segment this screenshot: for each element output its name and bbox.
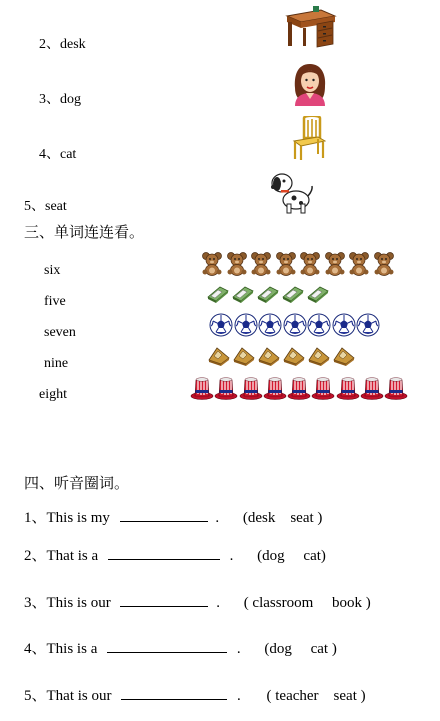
item-number: 3、 (39, 92, 60, 107)
eraser-icon (281, 283, 305, 303)
number-word-six: six (44, 263, 61, 278)
item-prefix: That is our (46, 688, 112, 704)
top-hat-icon (239, 376, 263, 400)
teddy-bear-icon (200, 251, 224, 276)
item-period: . (216, 595, 220, 611)
number-word-eight: eight (39, 387, 67, 402)
word-options: ( classroom book ) (243, 595, 371, 611)
item-word: dog (60, 92, 81, 107)
item-prefix: This is a (46, 641, 98, 657)
item-2 (39, 36, 86, 54)
item-word: desk (60, 37, 86, 52)
item-number: 2、 (39, 37, 60, 52)
item-number: 4、 (39, 147, 60, 162)
soccer-ball-icon (332, 313, 356, 337)
soccer-ball-icon (209, 313, 233, 337)
item-number: 5、 (24, 688, 47, 704)
top-hat-icon (360, 376, 384, 400)
teddy-bear-icon (274, 251, 298, 276)
pencil-sharpener-icon (282, 344, 306, 366)
item-number: 5、 (24, 199, 45, 214)
word-options: (dog cat) (257, 548, 326, 564)
answer-blank[interactable] (121, 685, 227, 700)
picture-row-bears (200, 251, 396, 276)
teddy-bear-icon (249, 251, 273, 276)
soccer-ball-icon (258, 313, 282, 337)
dog-icon (268, 170, 314, 214)
item-3 (39, 91, 81, 109)
item-number: 3、 (24, 595, 47, 611)
listen-item-1 (24, 507, 322, 528)
listen-item-5 (24, 685, 366, 706)
listen-item-3 (24, 592, 371, 613)
woman-icon (289, 62, 331, 106)
desk-icon (283, 4, 337, 48)
answer-blank[interactable] (120, 592, 208, 607)
top-hat-icon (287, 376, 311, 400)
item-number: 1、 (24, 510, 47, 526)
word-options: (desk seat ) (242, 510, 323, 526)
picture-row-erasers (206, 283, 331, 303)
item-number: 4、 (24, 641, 47, 657)
pencil-sharpener-icon (232, 344, 256, 366)
eraser-icon (306, 283, 330, 303)
eraser-icon (256, 283, 280, 303)
word-options: (dog cat ) (264, 641, 337, 657)
number-word-nine: nine (44, 356, 69, 371)
item-period: . (236, 641, 241, 657)
item-word: seat (45, 199, 67, 214)
top-hat-icon (311, 376, 335, 400)
item-prefix: That is a (46, 548, 99, 564)
top-hat-icon (384, 376, 408, 400)
top-hat-icon (214, 376, 238, 400)
eraser-icon (231, 283, 255, 303)
word-options: ( teacher seat ) (266, 688, 366, 704)
soccer-ball-icon (283, 313, 307, 337)
item-prefix: This is our (46, 595, 111, 611)
top-hat-icon (336, 376, 360, 400)
pencil-sharpener-icon (332, 344, 356, 366)
teddy-bear-icon (347, 251, 371, 276)
item-period: . (215, 510, 220, 526)
teddy-bear-icon (298, 251, 322, 276)
teddy-bear-icon (323, 251, 347, 276)
section-3-heading: 三、单词连连看。 (24, 225, 145, 241)
eraser-icon (206, 283, 230, 303)
item-period: . (229, 548, 234, 564)
number-word-five: five (44, 294, 66, 309)
item-4 (39, 146, 76, 164)
answer-blank[interactable] (108, 545, 220, 560)
picture-row-hats (190, 376, 409, 400)
section-4-heading: 四、听音圈词。 (24, 476, 130, 492)
top-hat-icon (190, 376, 214, 400)
answer-blank[interactable] (120, 507, 208, 522)
listen-item-2 (24, 545, 326, 566)
soccer-ball-icon (307, 313, 331, 337)
pencil-sharpener-icon (307, 344, 331, 366)
number-word-seven: seven (44, 325, 76, 340)
chair-icon (292, 116, 326, 160)
item-word: cat (60, 147, 77, 162)
item-period: . (237, 688, 241, 704)
soccer-ball-icon (234, 313, 258, 337)
soccer-ball-icon (356, 313, 380, 337)
teddy-bear-icon (372, 251, 396, 276)
pencil-sharpener-icon (257, 344, 281, 366)
item-prefix: This is my (46, 510, 110, 526)
listen-item-4 (24, 638, 337, 659)
item-5 (24, 198, 67, 216)
item-number: 2、 (24, 548, 47, 564)
top-hat-icon (263, 376, 287, 400)
picture-row-sharpeners (207, 344, 357, 366)
answer-blank[interactable] (107, 638, 227, 653)
teddy-bear-icon (225, 251, 249, 276)
pencil-sharpener-icon (207, 344, 231, 366)
picture-row-balls (209, 313, 381, 337)
